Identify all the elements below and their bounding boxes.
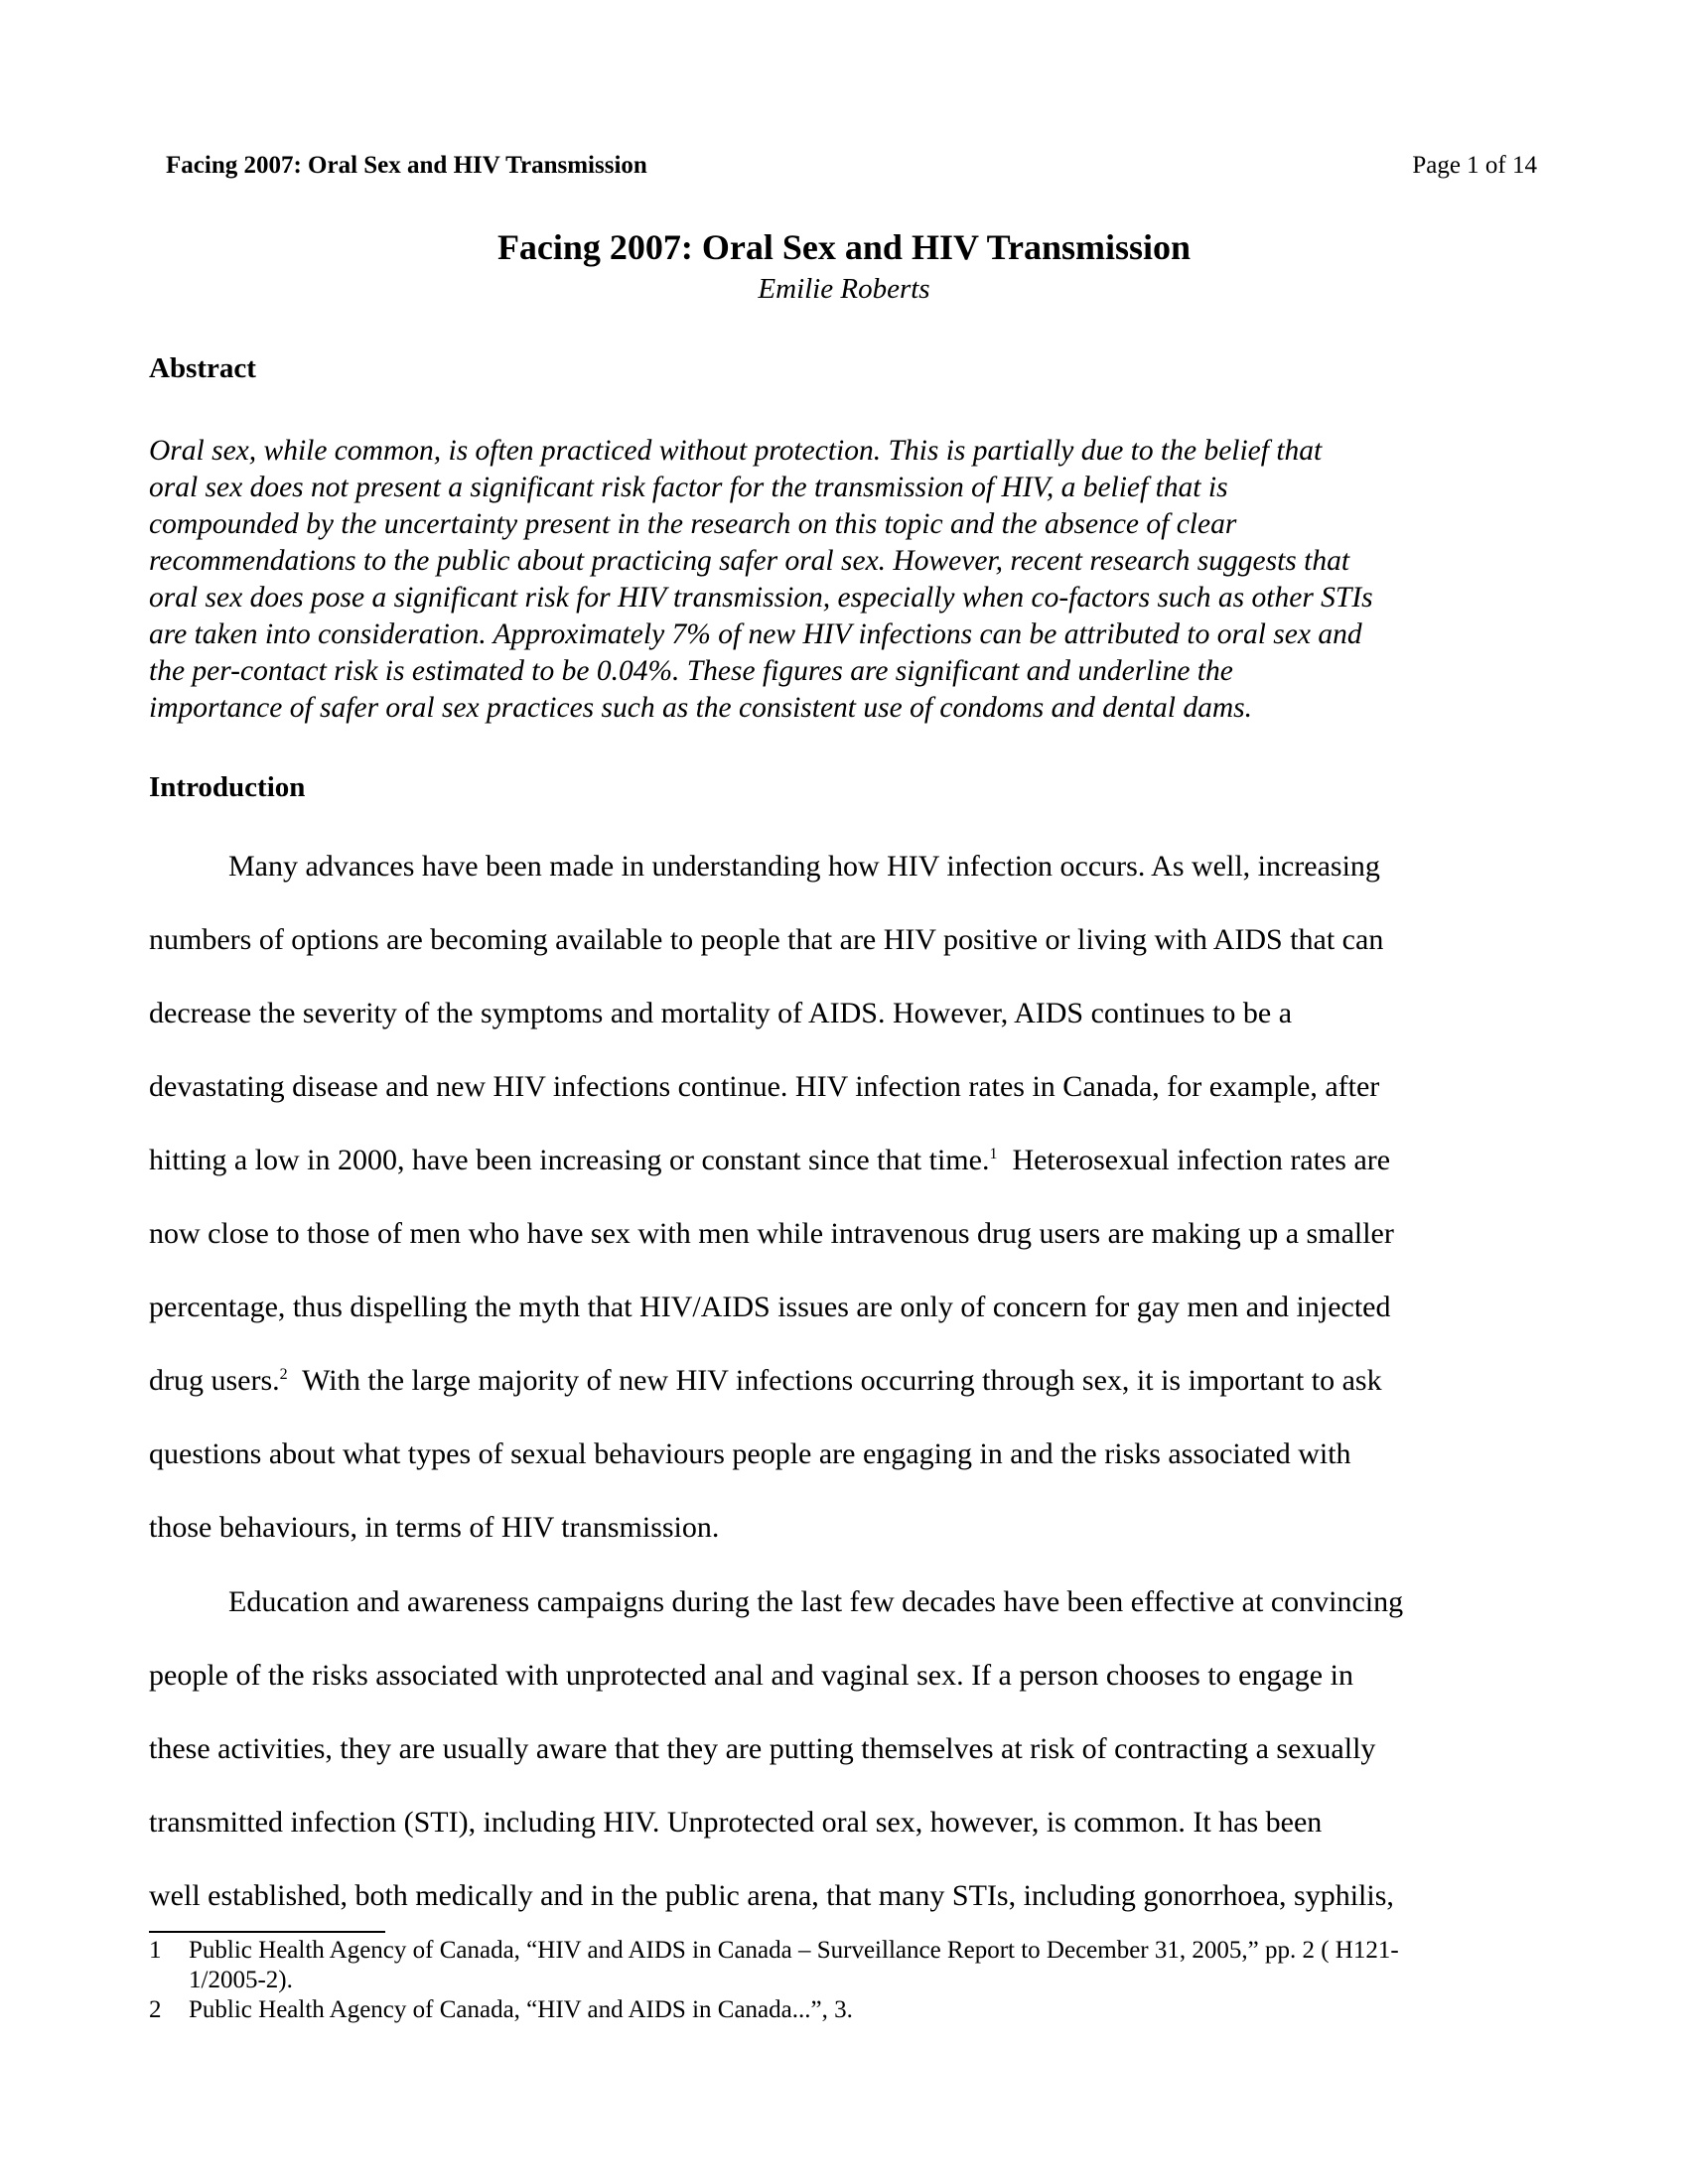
paragraph-line: [149, 1124, 1539, 1197]
abstract-line: Oral sex, while common, is often practiced without protection. This is partially due to the belief that: [149, 435, 1323, 467]
abstract-line: the per-contact risk is estimated to be 0.04%. These figures are significant and underline the: [149, 655, 1233, 687]
introduction-paragraph-2: [149, 1566, 1539, 1933]
footnote-text: 1/2005-2).: [189, 1967, 293, 1993]
page-number-label: Page 1 of 14: [1412, 152, 1537, 179]
paragraph-line: numbers of options are becoming available to people that are HIV positive or living with AIDS that can: [149, 923, 1384, 956]
footnote-number: 2: [149, 1996, 162, 2023]
paragraph-text: Heterosexual infection rates are: [997, 1144, 1391, 1176]
footnote-separator: [149, 1931, 385, 1933]
paragraph-line: those behaviours, in terms of HIV transmission.: [149, 1511, 720, 1544]
abstract-heading: Abstract: [149, 352, 256, 384]
abstract-line: oral sex does not present a significant risk factor for the transmission of HIV, a belief that is: [149, 472, 1228, 503]
abstract-text: [149, 433, 1539, 727]
running-header-title: Facing 2007: Oral Sex and HIV Transmission: [166, 152, 647, 179]
introduction-heading: Introduction: [149, 771, 306, 803]
paragraph-line: decrease the severity of the symptoms and mortality of AIDS. However, AIDS continues to be a: [149, 997, 1293, 1029]
paragraph-line: devastating disease and new HIV infections continue. HIV infection rates in Canada, for example, after: [149, 1070, 1380, 1103]
paragraph-text: drug users.: [149, 1364, 280, 1397]
paragraph-text: With the large majority of new HIV infections occurring through sex, it is important to ask: [287, 1364, 1382, 1397]
footnote-reference-1[interactable]: 1: [989, 1146, 998, 1162]
footnote-2: [149, 1995, 1539, 2025]
footnote-1: [149, 1936, 1539, 1995]
footnote-reference-2[interactable]: 2: [279, 1366, 288, 1383]
running-header: [166, 149, 1537, 183]
paragraph-line: percentage, thus dispelling the myth that HIV/AIDS issues are only of concern for gay men and injected: [149, 1291, 1391, 1323]
paragraph-line: these activities, they are usually aware that they are putting themselves at risk of contracting a sexually: [149, 1732, 1376, 1765]
paragraph-line: Education and awareness campaigns during the last few decades have been effective at convincing: [228, 1585, 1404, 1618]
paragraph-line: people of the risks associated with unprotected anal and vaginal sex. If a person chooses to engage in: [149, 1659, 1353, 1692]
paragraph-line: well established, both medically and in the public arena, that many STIs, including gonorrhoea, syphilis,: [149, 1879, 1394, 1912]
footnote-number: 1: [149, 1937, 162, 1964]
abstract-line: oral sex does pose a significant risk for HIV transmission, especially when co-factors such as other STIs: [149, 582, 1373, 614]
abstract-line: are taken into consideration. Approximately 7% of new HIV infections can be attributed to oral sex and: [149, 618, 1362, 650]
paragraph-line: [149, 1344, 1539, 1418]
introduction-paragraph-1: [149, 830, 1539, 1565]
document-title: Facing 2007: Oral Sex and HIV Transmission: [496, 227, 1192, 267]
footnote-text: Public Health Agency of Canada, “HIV and AIDS in Canada...”, 3.: [189, 1996, 853, 2023]
abstract-line: recommendations to the public about practicing safer oral sex. However, recent research suggests that: [149, 545, 1350, 577]
paragraph-text: hitting a low in 2000, have been increasing or constant since that time.: [149, 1144, 990, 1176]
document-author: Emilie Roberts: [758, 273, 930, 305]
footnote-text: Public Health Agency of Canada, “HIV and AIDS in Canada – Surveillance Report to December 31, 2005,” pp. 2 ( H121-: [189, 1937, 1399, 1964]
paragraph-line: now close to those of men who have sex with men while intravenous drug users are making up a smaller: [149, 1217, 1394, 1250]
abstract-line: importance of safer oral sex practices such as the consistent use of condoms and dental dams.: [149, 692, 1253, 724]
title-block: [149, 225, 1539, 309]
paragraph-line: questions about what types of sexual behaviours people are engaging in and the risks associated with: [149, 1437, 1351, 1470]
paragraph-line: transmitted infection (STI), including HIV. Unprotected oral sex, however, is common. It has been: [149, 1806, 1323, 1839]
abstract-line: compounded by the uncertainty present in the research on this topic and the absence of clear: [149, 508, 1237, 540]
paragraph-line: Many advances have been made in understanding how HIV infection occurs. As well, increasing: [228, 850, 1380, 883]
footnotes: [149, 1936, 1539, 2025]
